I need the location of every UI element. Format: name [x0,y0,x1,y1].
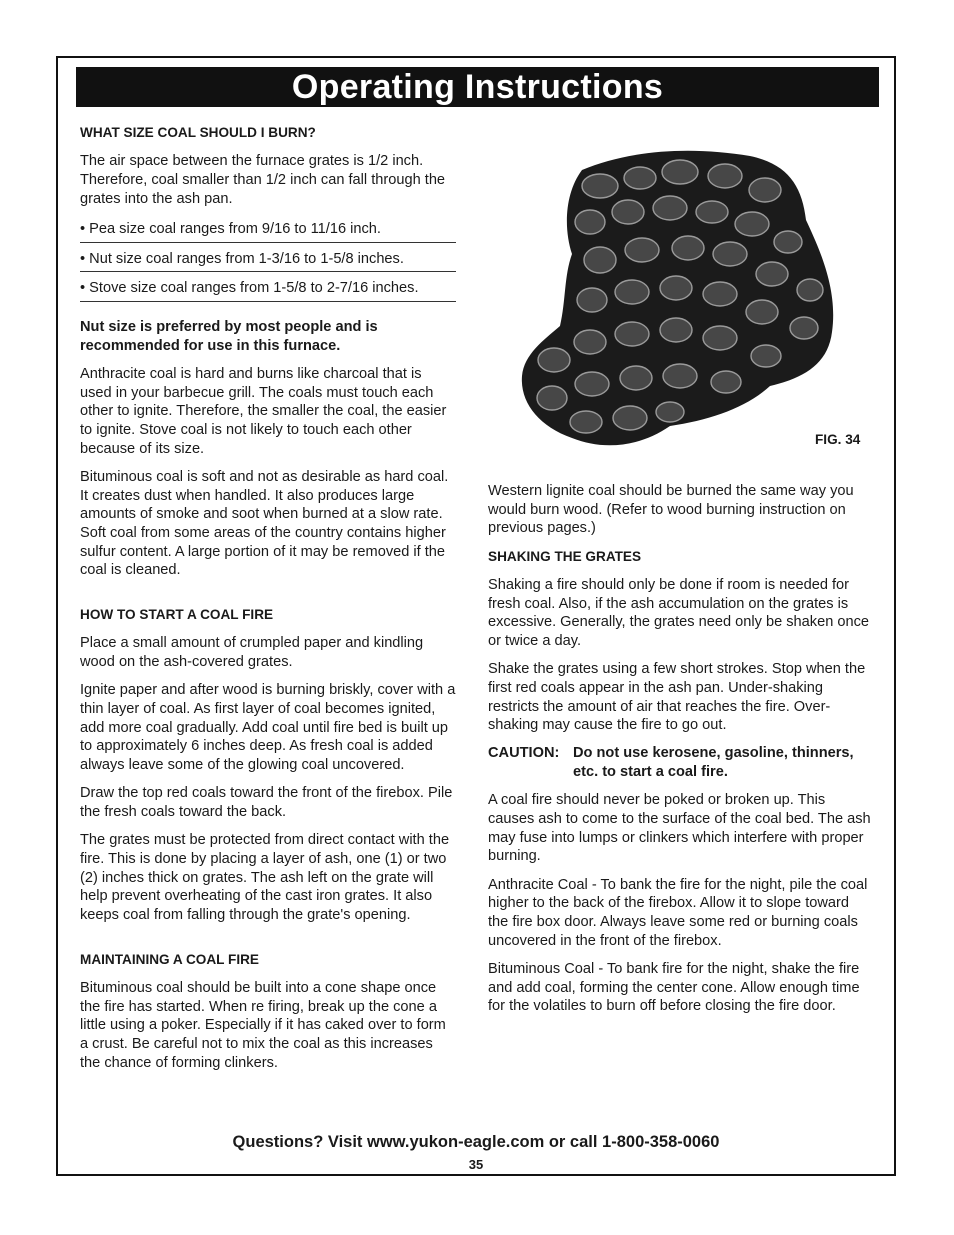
paragraph: Place a small amount of crumpled paper and kindling wood on the ash-covered grates. [80,635,424,670]
heading-shaking-grates: SHAKING THE GRATES [488,548,642,564]
paragraph: A coal fire should never be poked or broken up. This causes ash to come to the surface of the coal bed. The ash may fuse into lumps or clinkers which interfere with proper burning. [488,792,871,865]
paragraph: Bituminous coal is soft and not as desirable as hard coal. It creates dust when handled. It also produces large amounts of smoke and soot when burned at a slow rate. Soft coal from some areas of the country contains higher sulfur content. A large portion of it may be removed if the coal is cleaned. [80,468,449,579]
paragraph: Anthracite coal is hard and burns like charcoal that is used in your barbecue grill. The coals must touch each other to ignite. Therefore, the smaller the coal, the easier to ignite. Stove coal is not likely to touch each other because of its size. [80,365,447,457]
paragraph: Shake the grates using a few short strokes. Stop when the first red coals appear in the ash pan. Under-shaking restricts the amount of air that reaches the fire. Over-shaking may cause the fire to go out. [488,661,866,734]
heading-start-fire: HOW TO START A COAL FIRE [80,607,274,623]
contact-footer: Questions? Visit www.yukon-eagle.com or call 1-800-358-0060 [232,1133,720,1151]
caution-text: Do not use kerosene, gasoline, thinners, etc. to start a coal fire. [573,745,854,781]
paragraph: Bituminous Coal - To bank fire for the night, shake the fire and add coal, forming the center cone. Allow enough time for the volatiles to burn off before closing the fire door. [488,960,860,1015]
list-item: • Stove size coal ranges from 1-5/8 to 2-7/16 inches. [80,277,456,302]
figure-label: FIG. 34 [815,432,861,447]
heading-maintaining-fire: MAINTAINING A COAL FIRE [80,951,259,967]
recommendation-note: Nut size is preferred by most people and is recommended for use in this furnace. [80,318,378,354]
list-item: • Pea size coal ranges from 9/16 to 11/16 inch. [80,218,456,243]
paragraph: Shaking a fire should only be done if room is needed for fresh coal. Also, if the ash accumulation on the grates is excessive. Generally, the grates need only be shaken once or twice a day. [488,576,870,649]
coal-pile-image [520,150,845,455]
heading-coal-size: WHAT SIZE COAL SHOULD I BURN? [80,125,316,140]
right-column [488,482,872,1026]
page-title: Operating Instructions [76,67,879,107]
caution-note [488,744,872,781]
paragraph: Western lignite coal should be burned the same way you would burn wood. (Refer to wood burning instruction on previous pages.) [488,483,854,537]
paragraph: The grates must be protected from direct contact with the fire. This is done by placing a layer of ash, one (1) or two (2) inches thick on grates. The ash left on the grate will help prevent overheating of the cast iron grates. It also keeps coal from falling through the grate's opening. [80,832,450,923]
list-item: • Nut size coal ranges from 1-3/16 to 1-5/8 inches. [80,248,456,273]
page-number: 35 [468,1157,484,1172]
left-column [80,124,456,1082]
paragraph: The air space between the furnace grates is 1/2 inch. Therefore, coal smaller than 1/2 inch can fall through the grates into the ash pan. [80,153,446,207]
paragraph: Bituminous coal should be built into a cone shape once the fire has started. When re firing, break up the cone a little using a poker. Especially if it has caked over to form a crust. Be careful not to mix the coal as this increases the chance of forming clinkers. [80,979,446,1071]
paragraph: Draw the top red coals toward the front of the firebox. Pile the fresh coals toward the back. [80,785,453,820]
paragraph: Anthracite Coal - To bank the fire for the night, pile the coal higher to the back of the firebox. Allow it to slope toward the fire box door. Always leave some red or burning coals uncovered in the front of the firebox. [488,876,868,949]
paragraph: Ignite paper and after wood is burning briskly, cover with a thin layer of coal. As first layer of coal becomes ignited, add more coal gradually. Add coal until fire bed is built up to approximately 6 inches deep. As fresh coal is added always leave some of the glowing coal uncovered. [80,682,456,773]
caution-label: CAUTION: [488,745,560,762]
